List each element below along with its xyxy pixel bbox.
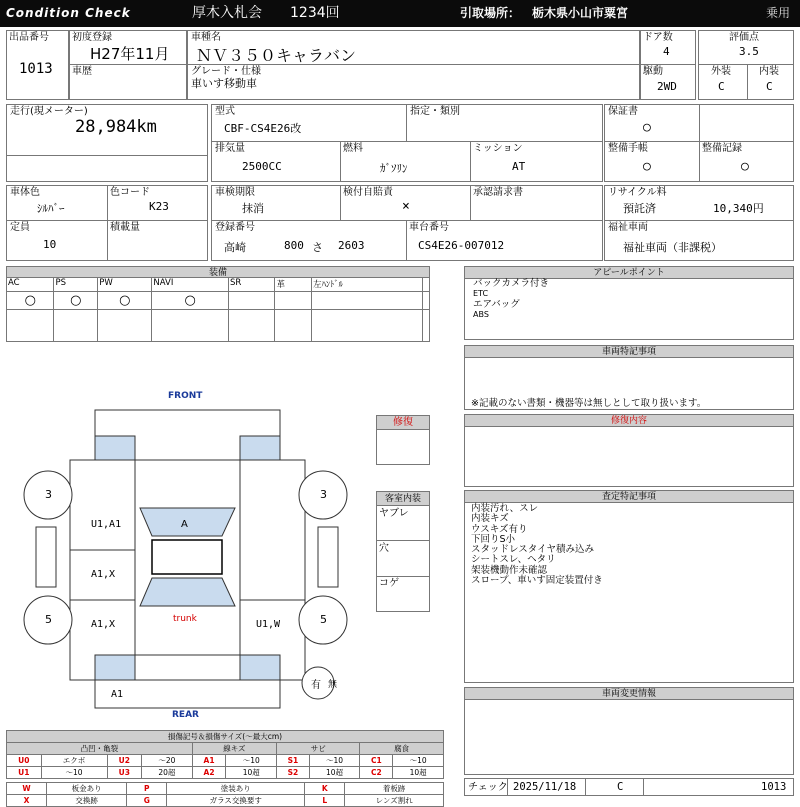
legend-code: U1 bbox=[7, 767, 42, 779]
damage-mid-left: A1,X bbox=[91, 569, 116, 580]
chassis-number: CS4E26-007012 bbox=[418, 239, 505, 252]
equip-cell bbox=[228, 310, 274, 342]
mission: AT bbox=[512, 160, 526, 173]
check-label: チェック bbox=[468, 782, 508, 793]
equip-value-sr bbox=[228, 292, 274, 310]
inspection-label: 車検期限 bbox=[215, 187, 255, 198]
vehicle-changes-title: 車両変更情報 bbox=[465, 688, 793, 700]
taillight-left bbox=[95, 655, 135, 680]
check-footer bbox=[464, 778, 794, 796]
vehicle-type: 乗用 bbox=[766, 6, 791, 20]
rear-label: REAR bbox=[172, 710, 199, 720]
legend-header-dent: 凸凹・亀裂 bbox=[7, 743, 193, 755]
inspection-notes-panel bbox=[464, 490, 794, 683]
legend-code: G bbox=[127, 795, 167, 807]
recycle-fee: 10,340円 bbox=[713, 202, 764, 215]
car-name: ＮＶ３５０キャラバン bbox=[196, 46, 357, 65]
legend-desc: 〜10 bbox=[226, 755, 277, 767]
equip-cell bbox=[7, 310, 54, 342]
reg-area: 高崎 bbox=[224, 241, 246, 254]
legend-code: K bbox=[305, 783, 345, 795]
appeal-item: ABS bbox=[473, 309, 489, 319]
legend-header-scratch: 線キズ bbox=[192, 743, 276, 755]
inspection-note: 内装汚れ、スレ bbox=[471, 503, 539, 514]
legend-desc: 10超 bbox=[393, 767, 444, 779]
warranty-block bbox=[604, 104, 794, 182]
mileage-cell bbox=[6, 104, 208, 182]
inspection-note: スロープ、車いす固定装置付き bbox=[471, 575, 603, 587]
special-notes-title: 車両特記事項 bbox=[465, 346, 793, 358]
inspection-note: 下回りS小 bbox=[471, 533, 516, 545]
exterior-grade: C bbox=[718, 80, 725, 93]
drive-label: 駆動 bbox=[643, 66, 663, 77]
color-block bbox=[6, 185, 208, 261]
legend-code: A2 bbox=[192, 767, 226, 779]
equip-value-ac: ○ bbox=[7, 292, 54, 310]
drive: 2WD bbox=[657, 80, 677, 93]
check-grade: C bbox=[617, 781, 624, 793]
color-code-label: 色コード bbox=[110, 187, 150, 198]
equip-label-leather: 革 bbox=[275, 278, 312, 292]
recycle-status: 預託済 bbox=[623, 202, 656, 215]
special-notes-disclaimer: ※記載のない書類・機器等は無しとして取り扱います。 bbox=[471, 398, 707, 409]
approval-label: 承認請求書 bbox=[473, 187, 523, 198]
damage-front-left: U1,A1 bbox=[91, 519, 122, 530]
inspection-note: 内装キズ bbox=[471, 513, 509, 525]
appeal-title: アピールポイント bbox=[465, 267, 793, 279]
equip-value-pw: ○ bbox=[98, 292, 152, 310]
session-number: 1234回 bbox=[290, 5, 340, 21]
pickup-location: 栃木県小山市粟宮 bbox=[532, 6, 629, 20]
legend-desc: 着板跡 bbox=[345, 783, 444, 795]
welfare-vehicle: 福祉車両（非課税） bbox=[623, 241, 722, 254]
legend-code: P bbox=[127, 783, 167, 795]
car-diagram bbox=[0, 388, 440, 723]
weight-tax: × bbox=[402, 199, 410, 214]
legend-code: C2 bbox=[360, 767, 393, 779]
score: 3.5 bbox=[739, 45, 759, 58]
legend-desc: 〜10 bbox=[309, 755, 360, 767]
reg-number: 2603 bbox=[338, 239, 365, 252]
model-label: 型式 bbox=[215, 106, 235, 117]
header-title: Condition Check bbox=[6, 6, 131, 20]
legend-desc: 交換跡 bbox=[47, 795, 127, 807]
legend-desc: 10超 bbox=[226, 767, 277, 779]
tire-front-left-score: 3 bbox=[45, 488, 52, 501]
legend-desc: レンズ割れ bbox=[345, 795, 444, 807]
vehicle-changes-panel bbox=[464, 687, 794, 775]
doors: 4 bbox=[663, 45, 670, 58]
cabin-interior-box bbox=[376, 491, 430, 612]
exterior-label: 外装 bbox=[711, 66, 731, 77]
history-label: 車歴 bbox=[72, 66, 92, 77]
legend-code: U2 bbox=[107, 755, 142, 767]
legend-desc: 塗装あり bbox=[167, 783, 305, 795]
model-block bbox=[211, 104, 603, 182]
doors-label: ドア数 bbox=[643, 32, 673, 43]
chassis-label: 車台番号 bbox=[409, 222, 449, 233]
capacity-label: 定員 bbox=[10, 222, 30, 233]
equip-cell bbox=[275, 310, 312, 342]
equip-label-empty bbox=[422, 278, 429, 292]
equip-label-pw: PW bbox=[98, 278, 152, 292]
color-label: 車体色 bbox=[10, 187, 40, 198]
designation-label: 指定・類別 bbox=[410, 106, 460, 117]
legend-title: 損傷記号＆損傷サイズ(〜最大cm) bbox=[7, 731, 444, 743]
equip-value-lhd bbox=[312, 292, 423, 310]
appeal-item: ETC bbox=[473, 289, 489, 299]
legend-code: U3 bbox=[107, 767, 142, 779]
repair-box bbox=[376, 415, 430, 465]
inspection-notes-list bbox=[471, 504, 603, 586]
recycle-block bbox=[604, 185, 794, 261]
first-reg: H27年11月 bbox=[90, 45, 170, 63]
maint-book-label: 整備手帳 bbox=[608, 143, 648, 154]
equip-cell bbox=[422, 310, 429, 342]
appeal-panel bbox=[464, 266, 794, 340]
repair-content-title: 修復内容 bbox=[465, 415, 793, 427]
damage-legend bbox=[6, 730, 444, 807]
car-name-label: 車種名 bbox=[191, 32, 221, 43]
legend-header-corrosion: 腐食 bbox=[360, 743, 444, 755]
legend-code: L bbox=[305, 795, 345, 807]
equip-value-leather bbox=[275, 292, 312, 310]
recycle-label: リサイクル料 bbox=[608, 187, 667, 198]
equipment-panel bbox=[6, 266, 430, 346]
headlight-right bbox=[240, 436, 280, 460]
check-number: 1013 bbox=[761, 781, 787, 793]
score-cell bbox=[698, 30, 794, 100]
grade: 車いす移動車 bbox=[191, 77, 257, 90]
rear-window bbox=[140, 578, 235, 606]
warranty: ○ bbox=[643, 120, 651, 135]
reg-number-label: 登録番号 bbox=[215, 222, 255, 233]
weight-tax-label: 検付自賠責 bbox=[343, 187, 393, 198]
inspection-note: シートスレ、ヘタリ bbox=[471, 554, 556, 566]
repair-no: 無 bbox=[328, 680, 338, 690]
legend-desc: 〜10 bbox=[393, 755, 444, 767]
front-label: FRONT bbox=[168, 391, 203, 401]
legend-desc: ガラス交換要す bbox=[167, 795, 305, 807]
taillight-right bbox=[240, 655, 280, 680]
maint-book: ○ bbox=[643, 159, 651, 174]
equip-label-lhd: 左ﾊﾝﾄﾞﾙ bbox=[312, 278, 423, 292]
score-label: 評価点 bbox=[729, 32, 759, 43]
inspection-note: ウスキズ有り bbox=[471, 523, 528, 535]
tire-rear-right-score: 5 bbox=[320, 613, 327, 626]
cabin-item-hole: 穴 bbox=[379, 543, 389, 554]
maint-record: ○ bbox=[741, 159, 749, 174]
first-reg-cell bbox=[69, 30, 187, 100]
load-label: 積載量 bbox=[110, 222, 140, 233]
equip-value-navi: ○ bbox=[152, 292, 229, 310]
cabin-item-tear: ヤブレ bbox=[379, 508, 409, 519]
mission-label: ミッション bbox=[473, 143, 523, 154]
reg-class: 800 bbox=[284, 239, 304, 252]
header-bar bbox=[0, 0, 800, 27]
headlight-left bbox=[95, 436, 135, 460]
equipment-title: 装備 bbox=[6, 266, 430, 278]
legend-code: U0 bbox=[7, 755, 42, 767]
fuel: ｶﾞｿﾘﾝ bbox=[380, 162, 408, 175]
equip-value-empty bbox=[422, 292, 429, 310]
equip-cell bbox=[152, 310, 229, 342]
legend-header-rust: サビ bbox=[277, 743, 360, 755]
roof bbox=[152, 540, 222, 574]
capacity: 10 bbox=[43, 238, 57, 251]
equip-label-sr: SR bbox=[228, 278, 274, 292]
equip-cell bbox=[312, 310, 423, 342]
car-name-cell bbox=[187, 30, 640, 100]
warranty-label: 保証書 bbox=[608, 106, 638, 117]
exhibit-number-label: 出品番号 bbox=[9, 32, 49, 43]
equip-cell bbox=[54, 310, 98, 342]
equip-cell bbox=[98, 310, 152, 342]
trunk-label: trunk bbox=[173, 614, 197, 624]
legend-code: A1 bbox=[192, 755, 226, 767]
color-code: K23 bbox=[149, 200, 169, 213]
legend-desc: エクボ bbox=[41, 755, 107, 767]
model: CBF-CS4E26改 bbox=[224, 122, 302, 135]
inspection-note: スタッドレスタイヤ積み込み bbox=[471, 544, 595, 556]
equip-label-navi: NAVI bbox=[152, 278, 229, 292]
reg-kana: さ bbox=[312, 241, 323, 254]
cabin-interior-title: 客室内装 bbox=[377, 492, 429, 506]
legend-code: W bbox=[7, 783, 47, 795]
doors-cell bbox=[640, 30, 696, 100]
damage-windshield: A bbox=[181, 519, 188, 530]
damage-rear-left: A1,X bbox=[91, 619, 116, 630]
auction-name: 厚木入札会 bbox=[192, 5, 262, 21]
body-color: ｼﾙﾊﾞｰ bbox=[37, 202, 65, 215]
tire-rear-left-score: 5 bbox=[45, 613, 52, 626]
damage-rear-bottom: A1 bbox=[111, 689, 124, 700]
displacement-label: 排気量 bbox=[215, 143, 245, 154]
exhibit-number-cell bbox=[6, 30, 69, 100]
appeal-list bbox=[473, 279, 549, 320]
inspection: 抹消 bbox=[242, 202, 264, 215]
repair-content-panel bbox=[464, 414, 794, 487]
legend-code: S1 bbox=[277, 755, 310, 767]
displacement: 2500CC bbox=[242, 160, 282, 173]
legend-code: X bbox=[7, 795, 47, 807]
cabin-item-burn: コゲ bbox=[379, 578, 399, 589]
legend-desc: 10超 bbox=[309, 767, 360, 779]
legend-desc: 20超 bbox=[142, 767, 193, 779]
legend-desc: 〜20 bbox=[142, 755, 193, 767]
exhibit-number: 1013 bbox=[19, 61, 53, 77]
equip-label-ac: AC bbox=[7, 278, 54, 292]
damage-rear-right: U1,W bbox=[256, 619, 281, 630]
pickup-label: 引取場所： bbox=[460, 6, 521, 20]
appeal-item: バックカメラ付き bbox=[473, 278, 550, 289]
interior-label: 内装 bbox=[759, 66, 779, 77]
special-notes-panel bbox=[464, 345, 794, 410]
appeal-item: エアバッグ bbox=[473, 298, 520, 310]
equip-value-ps: ○ bbox=[54, 292, 98, 310]
legend-desc: 〜10 bbox=[41, 767, 107, 779]
inspection-note: 架装機動作未確認 bbox=[471, 564, 548, 576]
equip-label-ps: PS bbox=[54, 278, 98, 292]
inspection-notes-title: 査定特記事項 bbox=[465, 491, 793, 503]
first-reg-label: 初度登録 bbox=[72, 32, 112, 43]
check-date: 2025/11/18 bbox=[513, 781, 577, 793]
inspection-block bbox=[211, 185, 603, 261]
legend-desc: 板金あり bbox=[47, 783, 127, 795]
grade-label: グレード・仕様 bbox=[191, 66, 261, 77]
mileage: 28,984km bbox=[75, 117, 157, 137]
repair-yes: 有 bbox=[311, 680, 321, 691]
fuel-label: 燃料 bbox=[343, 143, 363, 154]
legend-code: S2 bbox=[277, 767, 310, 779]
maint-record-label: 整備記録 bbox=[702, 143, 742, 154]
car-diagram-svg bbox=[0, 388, 440, 723]
tire-front-right-score: 3 bbox=[320, 488, 327, 501]
repair-box-title: 修復 bbox=[377, 416, 429, 430]
welfare-label: 福祉車両 bbox=[608, 222, 648, 233]
mileage-label: 走行(現メーター) bbox=[10, 106, 88, 117]
interior-grade: C bbox=[766, 80, 773, 93]
legend-code: C1 bbox=[360, 755, 393, 767]
